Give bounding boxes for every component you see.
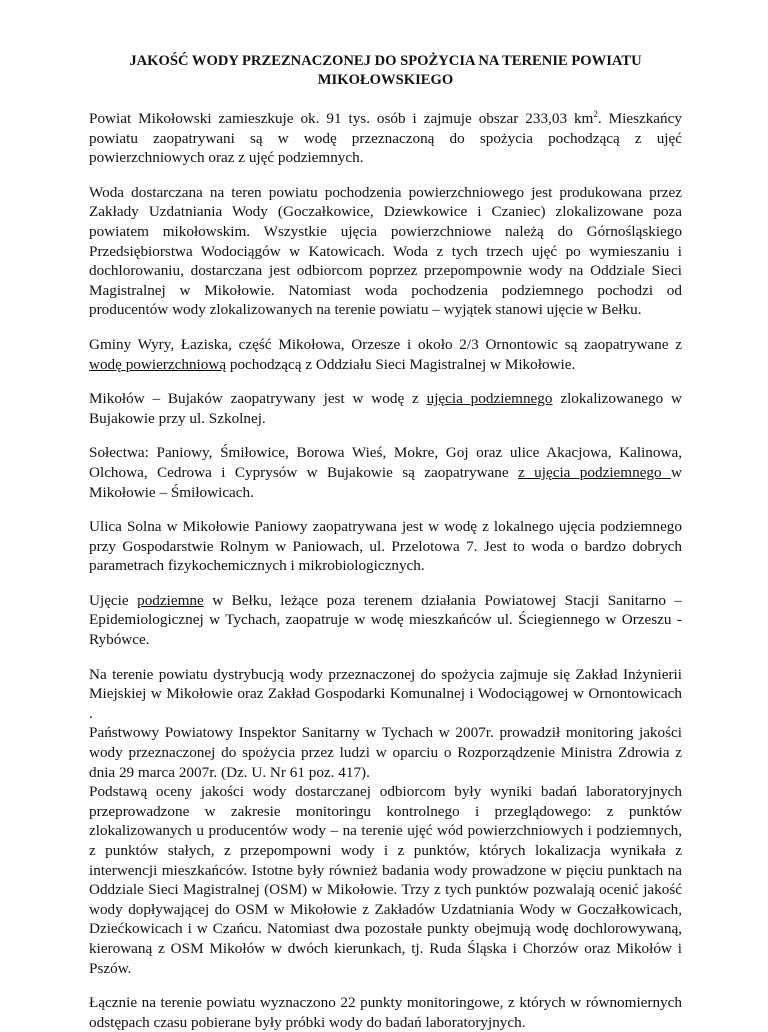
paragraph-assessment: Podstawą oceny jakości wody dostarczanej odbiorcom były wyniki badań laboratoryjnych przeprowadzone w zakresie monitoringu kontrolnego i przeglądowego: z punktów zlokalizowanych u producentów wody – na terenie ujęć wód powierzchniowych i podziemnych, z punktów stałych, z przepompowni wody i z punktów, których lokalizacja wynikała z interwencji mieszkańców. Istotne były również badania wody prowadzone w pięciu punktach na Oddziale Sieci Magistralnej (OSM) w Mikołowie. Trzy z tych punktów pozwalają ocenić jakość wody dopływającej do OSM w Mikołowie z Zakładów Uzdatniania Wody w Goczałkowicach, Dziećkowicach i w Czańcu. Natomiast dwa pozostałe punkty obejmują wodę dochlorowywaną, kierowaną z OSM Mikołów w dwóch kierunkach, tj. Ruda Śląska i Chorzów oraz Mikołów i Pszów. [89, 783, 682, 977]
underlined-underground-intake: ujęcia podziemnego [426, 390, 553, 408]
paragraph-municipalities-text: Gminy Wyry, Łaziska, część Mikołowa, Orzesze i około 2/3 Ornontowic są zaopatrywane z [89, 335, 682, 353]
underlined-surface-water: wodę powierzchniową [89, 355, 227, 373]
paragraph-villages [89, 443, 682, 502]
paragraph-belk-text: Ujęcie [89, 591, 138, 609]
paragraph-solna-street: Ulica Solna w Mikołowie Paniowy zaopatrywana jest w wodę z lokalnego ujęcia podziemnego przy Gospodarstwie Rolnym w Paniowach, ul. Przelotowa 7. Jest to woda o bardzo dobrych parametrach fizykochemicznych i mikrobiologicznych. [89, 518, 682, 575]
paragraph-belk-text-cont: w Bełku, leżące poza terenem działania Powiatowej Stacji Sanitarno – Epidemiologicznej w Tychach, zaopatruje w wodę mieszkańców ul. Ściegiennego w Orzeszu - Rybówce. [89, 591, 682, 649]
superscript-2: 2 [593, 109, 598, 119]
paragraph-bujakow-text: Mikołów – Bujaków zaopatrywany jest w wodę z [89, 390, 427, 408]
paragraph-monitoring-points: Łącznie na terenie powiatu wyznaczono 22 punkty monitoringowe, z których w równomiernych odstępach czasu pobierane były próbki wody do badań laboratoryjnych. [89, 994, 682, 1031]
paragraph-monitoring: Państwowy Powiatowy Inspektor Sanitarny w Tychach w 2007r. prowadził monitoring jakości wody przeznaczonej do spożycia przez ludzi w oparciu o Rozporządzenie Ministra Zdrowia z dnia 29 marca 2007r. (Dz. U. Nr 61 poz. 417). [89, 724, 682, 781]
paragraph-villages-text-cont: w Mikołowie – Śmiłowicach. [89, 463, 682, 501]
underlined-underground-intake-2: z ujęcia podziemnego [518, 463, 672, 481]
paragraph-municipalities-text-cont: pochodzącą z Oddziału Sieci Magistralnej w Mikołowie. [226, 355, 576, 373]
paragraph-villages-text: Sołectwa: Paniowy, Śmiłowice, Borowa Wieś, Mokre, Goj oraz ulice Akacjowa, Kalinowa, Olchowa, Cedrowa i Cyprysów w Bujakowie są zaopatrywane [89, 444, 682, 481]
paragraph-population-text-cont: . Mieszkańcy powiatu zaopatrywani są w wodę przeznaczoną do spożycia pochodzącą z ujęć powierzchniowych oraz z ujęć podziemnych. [89, 110, 682, 167]
paragraph-bujakow-text-cont: zlokalizowanego w Bujakowie przy ul. Szkolnej. [89, 390, 683, 427]
paragraph-population [89, 109, 682, 168]
paragraph-municipalities [89, 335, 682, 374]
paragraph-bujakow [89, 389, 682, 428]
paragraph-surface-water: Woda dostarczana na teren powiatu pochodzenia powierzchniowego jest produkowana przez Zakłady Uzdatniania Wody (Goczałkowice, Dziewkowice i Czaniec) zlokalizowane poza powiatem mikołowskim. Wszystkie ujęcia powierzchniowe należą do Górnośląskiego Przedsiębiorstwa Wodociągów w Katowicach. Woda z tych trzech ujęć po wymieszaniu i dochlorowaniu, dostarczana jest odbiorcom poprzez przepompownie wody na Oddziale Sieci Magistralnej w Mikołowie. Natomiast woda pochodzenia podziemnego pochodzi od producentów wody zlokalizowanych na terenie powiatu – wyjątek stanowi ujęcie w Bełku. [89, 183, 682, 319]
document-title: JAKOŚĆ WODY PRZEZNACZONEJ DO SPOŻYCIA NA TERENIE POWIATU MIKOŁOWSKIEGO [129, 53, 642, 88]
paragraph-distribution: Na terenie powiatu dystrybucją wody przeznaczonej do spożycia zajmuje się Zakład Inżynierii Miejskiej w Mikołowie oraz Zakład Gospodarki Komunalnej i Wodociągowej w Ornontowicach . [89, 665, 682, 722]
paragraph-belk-intake [89, 591, 682, 650]
paragraph-population-text: Powiat Mikołowski zamieszkuje ok. 91 tys. osób i zajmuje obszar 233,03 km [89, 110, 594, 127]
underlined-underground: podziemne [137, 591, 204, 609]
